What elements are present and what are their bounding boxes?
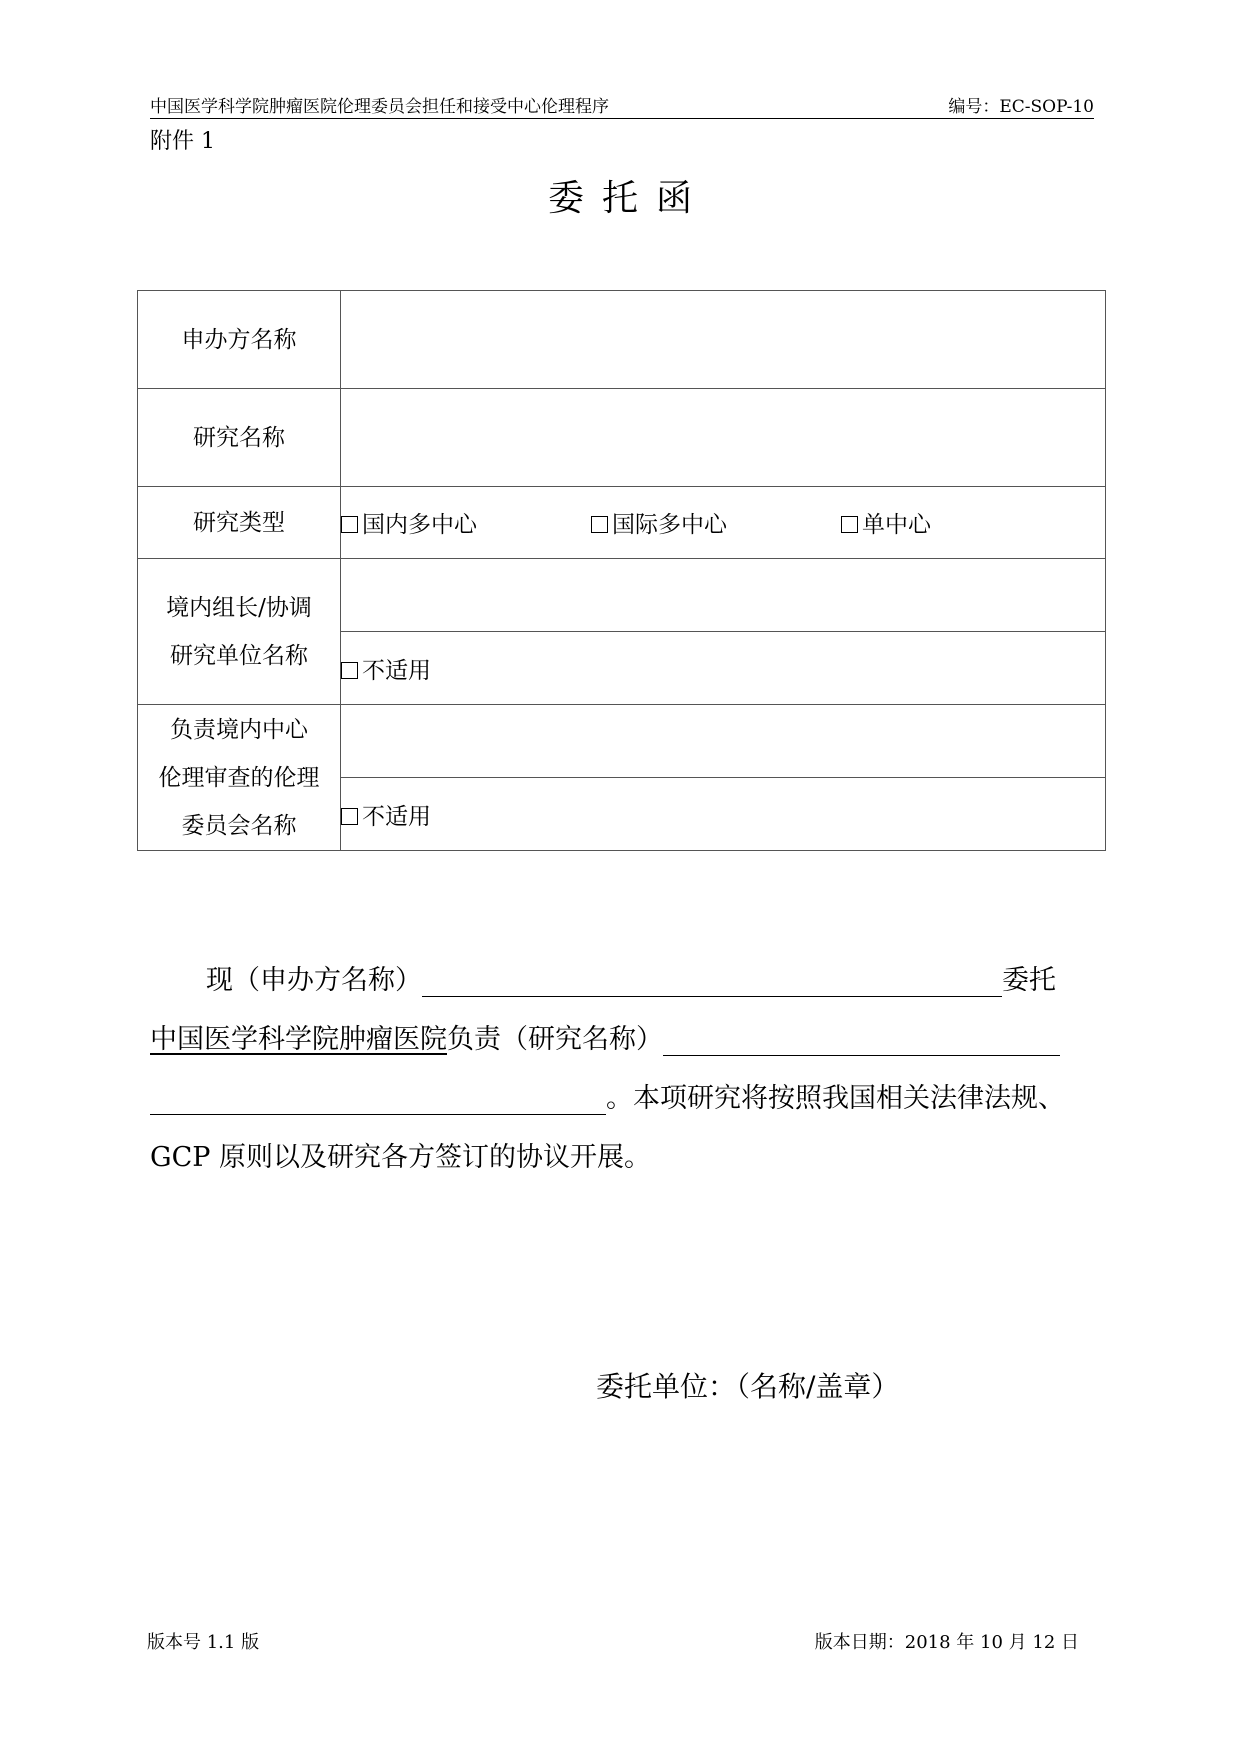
page-header [150, 90, 1094, 119]
entrustment-form-table [137, 290, 1106, 851]
header-title: 中国医学科学院肿瘤医院伦理委员会担任和接受中心伦理程序 [150, 97, 609, 117]
checkbox-icon[interactable] [591, 516, 608, 533]
ethics-committee-field[interactable] [341, 705, 1106, 778]
study-name-label: 研究名称 [138, 389, 341, 487]
lead-unit-label-line2: 研究单位名称 [170, 642, 308, 669]
checkbox-icon[interactable] [341, 662, 358, 679]
ethics-label-line1: 负责境内中心 [170, 716, 308, 743]
option-label: 国际多中心 [612, 512, 727, 538]
sponsor-blank[interactable] [422, 968, 1002, 997]
version-date: 版本日期：2018 年 10 月 12 日 [814, 1632, 1079, 1653]
not-applicable-label: 不适用 [362, 803, 431, 830]
study-type-option-international[interactable] [591, 506, 841, 539]
sponsor-name-field[interactable] [341, 291, 1106, 389]
study-name-blank-continued[interactable] [150, 1086, 606, 1115]
study-type-option-domestic[interactable] [341, 506, 591, 539]
checkbox-icon[interactable] [841, 516, 858, 533]
lead-unit-field[interactable] [341, 559, 1106, 632]
ethics-label-line2: 伦理审查的伦理 [158, 764, 320, 791]
lead-unit-not-applicable[interactable] [341, 632, 1106, 705]
sponsor-prefix-text: 现（申办方名称） [206, 965, 422, 996]
hospital-name-text: 中国医学科学院肿瘤医院 [150, 1024, 447, 1055]
attachment-label: 附件 1 [150, 129, 215, 154]
lead-unit-label-line1: 境内组长/协调 [166, 594, 312, 621]
body-line-4: GCP 原则以及研究各方签订的协议开展。 [150, 1142, 651, 1173]
body-line-2 [150, 1017, 1090, 1056]
body-line-1 [150, 958, 1090, 997]
study-type-label: 研究类型 [138, 487, 341, 559]
ethics-not-applicable[interactable] [341, 778, 1106, 851]
lead-unit-label [138, 559, 341, 705]
study-name-field[interactable] [341, 389, 1106, 487]
ethics-label-line3: 委员会名称 [181, 812, 297, 839]
not-applicable-label: 不适用 [362, 657, 431, 684]
version-number: 版本号 1.1 版 [147, 1632, 260, 1653]
responsible-text: 负责（研究名称） [447, 1024, 663, 1055]
ethics-committee-label [138, 705, 341, 851]
study-type-option-single[interactable] [841, 506, 931, 539]
sponsor-name-label: 申办方名称 [138, 291, 341, 389]
checkbox-icon[interactable] [341, 516, 358, 533]
body-line-3 [150, 1076, 1090, 1115]
checkbox-icon[interactable] [341, 808, 358, 825]
entrust-text: 委托 [1002, 965, 1056, 996]
study-type-options [341, 487, 1106, 559]
option-label: 单中心 [862, 512, 931, 538]
document-title: 委托函 [547, 178, 710, 219]
entrusting-unit-signature: 委托单位：（名称/盖章） [596, 1370, 900, 1403]
document-code: 编号：EC-SOP-10 [948, 97, 1094, 117]
option-label: 国内多中心 [362, 512, 477, 538]
study-name-blank[interactable] [663, 1027, 1060, 1056]
body-line-3-text: 。本项研究将按照我国相关法律法规、 [606, 1083, 1065, 1114]
